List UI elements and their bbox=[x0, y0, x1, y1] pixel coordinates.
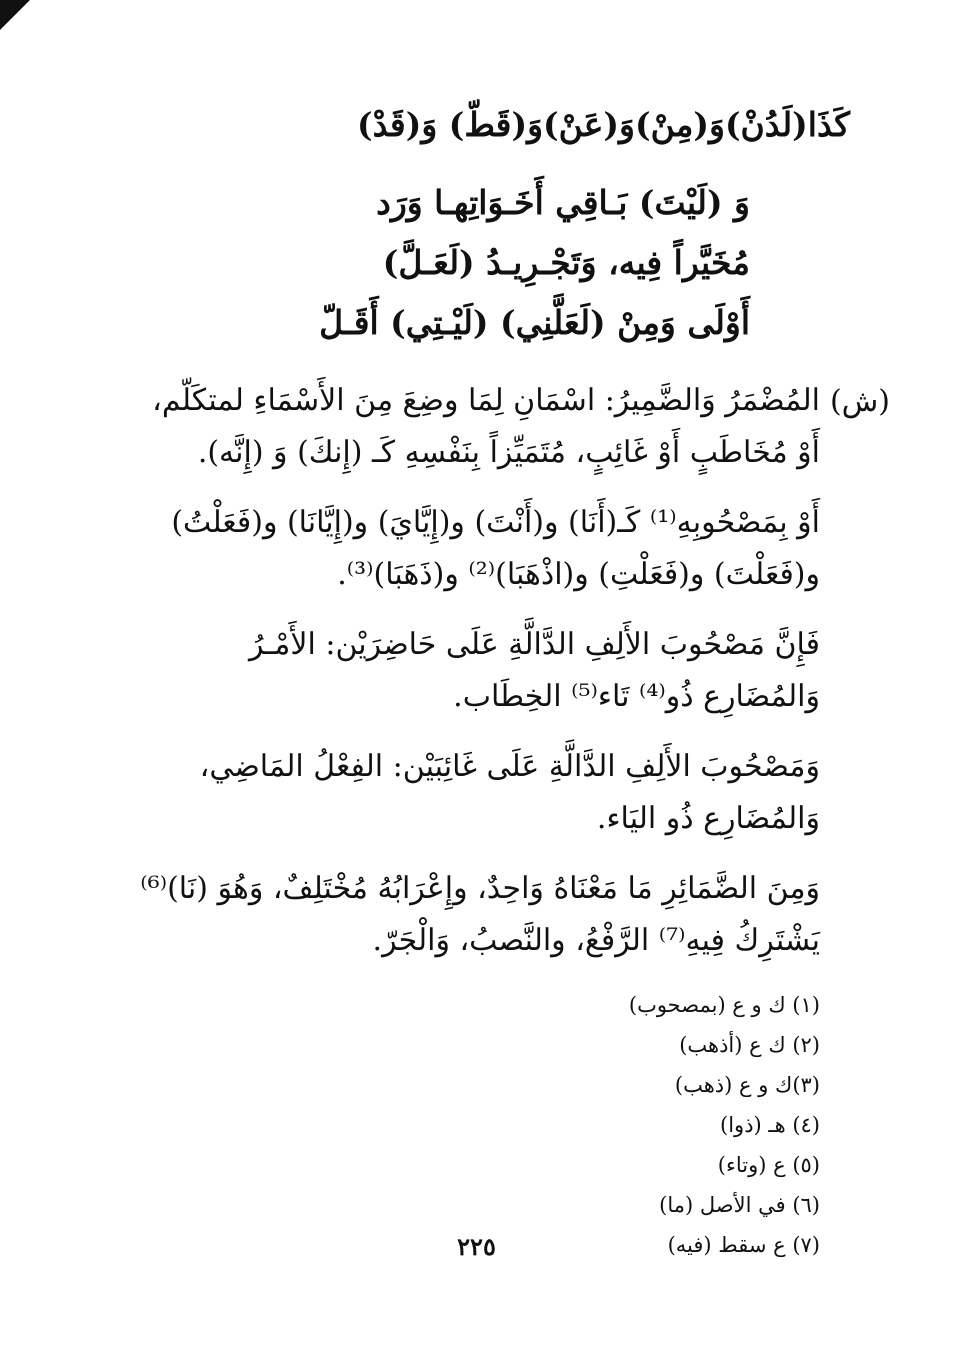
page-number: ٢٢٥ bbox=[457, 1232, 496, 1261]
commentary-paragraph: أَوْ بِمَصْحُوبِهِ⁽¹⁾ كَـ(أَنَا) و(أَنْتَ) و(إِيَّايَ) و(إِيَّانَا) و(فَعَلْتُ) و(فَعَلْتَ) و(فَعَلْتِ) و(اذْهَبَا)⁽²⁾ و(ذَهَبَا)⁽³⁾. bbox=[171, 505, 820, 592]
footnote: (٦) في الأصل (ما) bbox=[659, 1193, 820, 1217]
corner-mark bbox=[0, 0, 30, 30]
commentary-paragraph: المُضْمَرُ وَالضَّمِيرُ: اسْمَانِ لِمَا وضِعَ مِنَ الأَسْمَاءِ لمتكَلّم، أَوْ مُخَاطَبٍ أَوْ غَائِبٍ، مُتَمَيِّزاً بِنَفْسِهِ كَـ (إِنكَ) وَ (إِنَّه). bbox=[152, 383, 820, 470]
commentary-paragraph: وَمِنَ الضَّمَائِرِ مَا مَعْنَاهُ وَاحِدٌ، وإِعْرَابُهُ مُخْتَلِفٌ، وَهُوَ (نَا)⁽⁶⁾ يَشْتَرِكُ فِيهِ⁽⁷⁾ الرَّفْعُ، والنَّصبُ، وَالْجَرّ. bbox=[140, 871, 820, 958]
verse-line: أَوْلَى وَمِنْ (لَعَلَّنِي) (لَيْـتِي) أَقَـلّ bbox=[319, 303, 750, 342]
commentary-section bbox=[130, 375, 890, 967]
page-body bbox=[130, 95, 890, 1265]
verse-line: كَذَا(لَدُنْ)وَ(مِنْ)وَ(عَنْ)وَ(قَطّ) وَ(قَدْ) bbox=[357, 105, 850, 144]
verse-line: وَ (لَيْتَ) بَـاقِي أَخَـوَاتِهـا وَرَد bbox=[376, 183, 750, 222]
footnote: (٤) هـ (ذوا) bbox=[720, 1113, 820, 1137]
footnotes bbox=[130, 985, 820, 1265]
footnote: (٣)ك و ع (ذهب) bbox=[674, 1073, 820, 1097]
commentary-marker: (ش) bbox=[829, 384, 890, 419]
footnote: (٧) ع سقط (فيه) bbox=[667, 1233, 820, 1257]
footnote: (٥) ع (وتاء) bbox=[717, 1153, 820, 1177]
commentary-paragraph: وَمَصْحُوبَ الأَلِفِ الدَّالَّةِ عَلَى غَائِبَيْن: الفِعْلُ المَاضِي، وَالمُضَارِع ذُو اليَاء. bbox=[199, 749, 820, 836]
commentary-paragraph: فَإِنَّ مَصْحُوبَ الأَلِفِ الدَّالَّةِ عَلَى حَاضِرَيْن: الأَمْـرُ وَالمُضَارِع ذُو⁽⁴⁾ تَاء⁽⁵⁾ الخِطَاب. bbox=[248, 627, 820, 714]
footnote: (١) ك و ع (بمصحوب) bbox=[628, 993, 820, 1017]
verse-line: مُخَيَّراً فِيه، وَتَجْـرِيـدُ (لَعَـلَّ) bbox=[382, 243, 750, 282]
footnote: (٢) ك ع (أذهب) bbox=[679, 1033, 820, 1057]
